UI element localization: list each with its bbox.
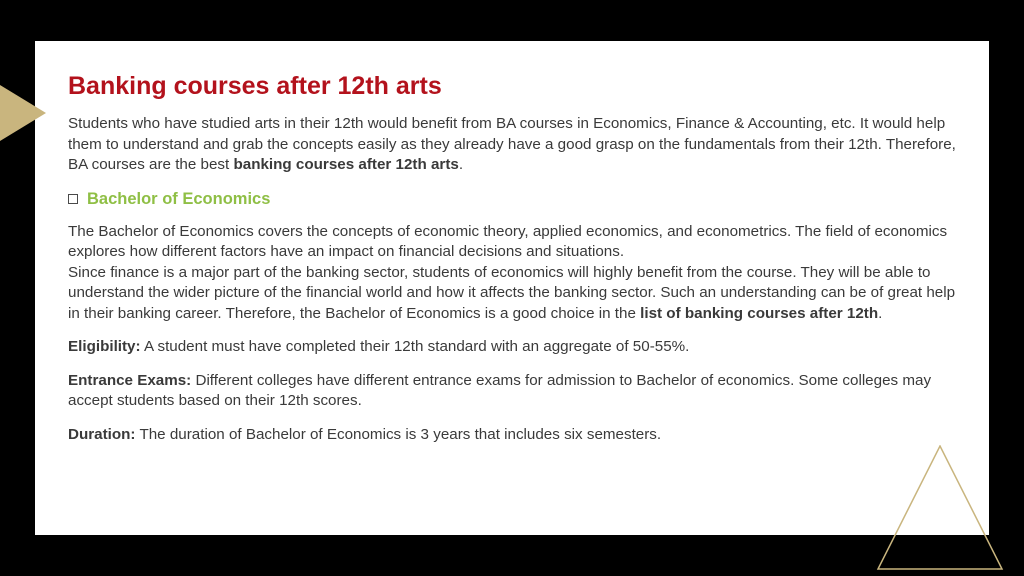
duration-text: The duration of Bachelor of Economics is 3 years that includes six semesters.	[135, 425, 662, 443]
checkbox-icon	[68, 194, 78, 204]
gold-arrow-shape	[0, 85, 46, 141]
section-heading-text: Bachelor of Economics	[87, 189, 271, 208]
entrance-exams-text: Different colleges have different entrance exams for admission to Bachelor of economics. Some colleges may accept students based on their 12th scores.	[68, 371, 932, 409]
economics-paragraph-2	[68, 263, 958, 325]
duration-line	[68, 425, 958, 446]
section-heading	[68, 188, 958, 210]
economics-paragraph-1: The Bachelor of Economics covers the concepts of economic theory, applied economics, and econometrics. The field of economics explores how different factors have an impact on financial decisions and situations.	[68, 222, 948, 260]
intro-paragraph	[68, 114, 958, 176]
entrance-exams-line	[68, 371, 958, 412]
eligibility-label: Eligibility:	[68, 338, 141, 355]
eligibility-line	[68, 337, 958, 358]
duration-label: Duration:	[68, 425, 136, 443]
page-title: Banking courses after 12th arts	[68, 72, 442, 100]
eligibility-text: A student must have completed their 12th standard with an aggregate of 50-55%.	[140, 338, 690, 355]
economics-paragraph-2-bold: list of banking courses after 12th	[640, 304, 879, 322]
economics-paragraph-2-end: .	[878, 304, 883, 322]
slide-content	[68, 70, 958, 445]
entrance-exams-label: Entrance Exams:	[68, 371, 192, 389]
gold-outline-triangle	[876, 445, 1004, 571]
intro-bold: banking courses after 12th arts	[233, 156, 459, 173]
intro-end: .	[458, 156, 464, 173]
economics-paragraph-2-text: Since finance is a major part of the banking sector, students of economics will highly benefit from the course. They will be able to understand the wider picture of the financial world and how it affects the banking sector. Such an understanding can be of great help in their banking career. Therefore, the Bachelor of Economics is a good choice in the	[68, 263, 956, 322]
intro-text: Students who have studied arts in their 12th would benefit from BA courses in Economics, Finance & Accounting, etc. It would help them to understand and grab the concepts easily as they already have a good grasp on the fundamentals from their 12th. Therefore, BA courses are the best	[68, 115, 956, 173]
